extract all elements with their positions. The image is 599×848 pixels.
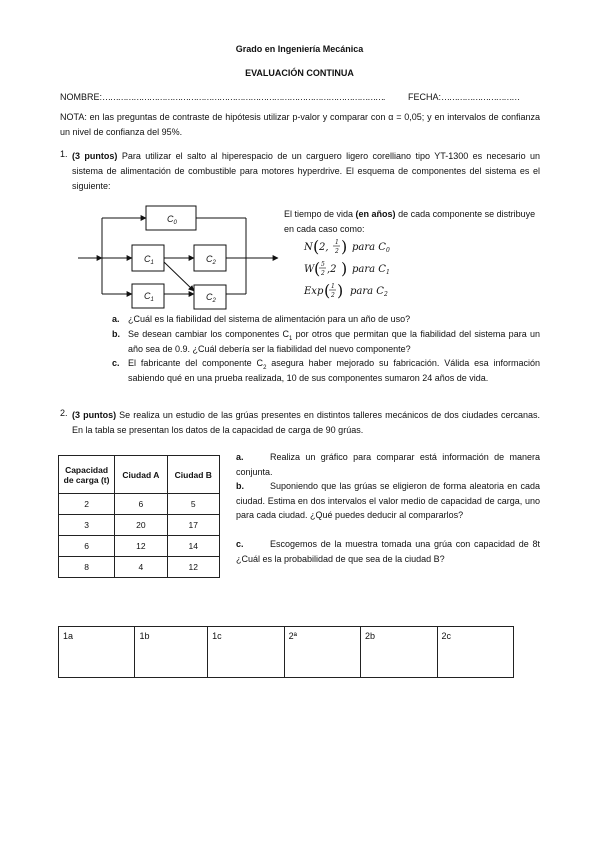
life-pre: El tiempo de vida bbox=[284, 209, 356, 219]
q1-part-b bbox=[112, 327, 540, 357]
name-label: NOMBRE: bbox=[60, 92, 103, 102]
q2-part-b bbox=[236, 479, 540, 539]
date-line bbox=[408, 92, 519, 102]
svg-text:): ) bbox=[337, 281, 344, 300]
system-diagram bbox=[78, 200, 288, 315]
c1-top-label: $C_1$ bbox=[144, 254, 154, 266]
table-header-row bbox=[59, 456, 220, 494]
life-bold: (en años) bbox=[355, 209, 396, 219]
exam-title: EVALUACIÓN CONTINUA bbox=[245, 68, 354, 78]
svg-text:para C2: para $C_2$ bbox=[350, 286, 388, 298]
table-row bbox=[59, 536, 220, 557]
q1-intro bbox=[72, 149, 540, 194]
score-cell-2b: 2b bbox=[361, 627, 437, 678]
q2-part-a-text: Realiza un gráfico para comparar está información de manera conjunta. bbox=[236, 452, 540, 477]
q2-part-c-label: c. bbox=[236, 539, 244, 549]
table-row bbox=[59, 557, 220, 578]
q2-intro-text: Se realiza un estudio de las grúas presentes en distintos talleres mecánicos de dos ciudades cercanas. En la tabla se presentan los datos de la capacidad de carga de 90 grúas. bbox=[72, 410, 540, 435]
svg-text:2: 2 bbox=[321, 270, 325, 277]
crane-table bbox=[58, 455, 220, 578]
q2-part-b-label: b. bbox=[236, 481, 244, 491]
score-table bbox=[58, 626, 514, 678]
svg-text:N: N bbox=[304, 242, 313, 253]
score-row bbox=[59, 627, 514, 678]
table-cell: 12 bbox=[167, 557, 219, 578]
table-cell: 5 bbox=[167, 494, 219, 515]
q1-part-b-text: Se desean cambiar los componentes $C_1$ por otros que permitan que la fiabilidad del sistema para un año sea de 0.9. ¿Cuál debería ser la fiabilidad del nuevo componente? bbox=[128, 329, 540, 354]
dist-normal bbox=[303, 237, 390, 256]
q2-part-b-text: Suponiendo que las grúas se eligieron de forma aleatoria en cada ciudad. Estima en dos intervalos el valor medio de capacidad de carga, uno para cada ciudad. ¿Qué puedes deducir al compararlos? bbox=[236, 481, 540, 520]
c2-bottom-label: $C_2$ bbox=[206, 292, 216, 304]
score-cell-1b: 1b bbox=[135, 627, 208, 678]
q1-part-c-label: c. bbox=[112, 358, 120, 368]
table-cell: 4 bbox=[115, 557, 167, 578]
q1-part-b-label: b. bbox=[112, 329, 120, 339]
svg-text:2: 2 bbox=[335, 248, 339, 255]
q2-part-c bbox=[236, 537, 540, 581]
svg-text:(: ( bbox=[313, 237, 320, 256]
table-row bbox=[59, 515, 220, 536]
c0-label: $C_0$ bbox=[167, 214, 177, 226]
svg-text:): ) bbox=[341, 237, 348, 256]
q2-points: (3 puntos) bbox=[72, 410, 117, 420]
svg-text:2: 2 bbox=[331, 292, 335, 299]
header-capacity: Capacidad de carga (t) bbox=[59, 456, 115, 494]
header-city-b: Ciudad B bbox=[167, 456, 219, 494]
score-cell-2a: 2ª bbox=[284, 627, 360, 678]
dist-weibull bbox=[304, 259, 390, 278]
c1-bottom-label: $C_1$ bbox=[144, 291, 154, 303]
note-label: NOTA: bbox=[60, 112, 87, 122]
q2-part-a-label: a. bbox=[236, 452, 244, 462]
q1-part-a-text: ¿Cuál es la fiabilidad del sistema de alimentación para un año de uso? bbox=[128, 314, 411, 324]
note-text: en las preguntas de contraste de hipótesis utilizar p-valor y comparar con α = 0,05; y en intervalos de confianza un nivel de confianza del 95%. bbox=[60, 112, 540, 137]
table-cell: 8 bbox=[59, 557, 115, 578]
life-text bbox=[284, 207, 540, 237]
q1-intro-text: Para utilizar el salto al hiperespacio de un carguero ligero corelliano tipo YT-1300 es necesario un sistema de alimentación de combustible para motores hyperdrive. El esquema de componentes del sistema es el siguiente: bbox=[72, 151, 540, 191]
table-cell: 17 bbox=[167, 515, 219, 536]
life-post: de cada componente se distribuye en cada caso como: bbox=[284, 209, 536, 234]
q2-part-c-text: Escogemos de la muestra tomada una grúa con capacidad de 8t ¿Cuál es la probabilidad de que sea de la ciudad B? bbox=[236, 539, 540, 564]
date-label: FECHA: bbox=[408, 92, 442, 102]
q2-number: 2. bbox=[60, 408, 68, 418]
q1-part-a bbox=[112, 312, 540, 326]
header-city-a: Ciudad A bbox=[115, 456, 167, 494]
c2-top-label: $C_2$ bbox=[206, 254, 216, 266]
svg-text:para C1: para $C_1$ bbox=[352, 264, 390, 276]
svg-text:para C0: para $C_0$ bbox=[352, 242, 390, 254]
svg-text:1: 1 bbox=[331, 283, 335, 290]
svg-text:(: ( bbox=[314, 259, 321, 278]
table-cell: 6 bbox=[59, 536, 115, 557]
q2-intro bbox=[72, 408, 540, 438]
svg-text:W: W bbox=[304, 264, 315, 275]
score-cell-1c: 1c bbox=[208, 627, 284, 678]
note bbox=[60, 110, 540, 140]
degree-title: Grado en Ingeniería Mecánica bbox=[235, 44, 364, 54]
svg-text:(: ( bbox=[324, 281, 331, 300]
score-cell-1a: 1a bbox=[59, 627, 135, 678]
svg-text:Exp: Exp bbox=[304, 286, 324, 297]
table-cell: 12 bbox=[115, 536, 167, 557]
q1-part-c-text: El fabricante del componente $C_2$ asegura haber mejorado su fabricación. Válida esa información sabiendo qué en una prueba realizada, 10 de sus componentes sumaron 24 años de vida. bbox=[128, 358, 540, 383]
table-cell: 2 bbox=[59, 494, 115, 515]
q1-points: (3 puntos) bbox=[72, 151, 118, 161]
svg-text:2,: 2, bbox=[319, 242, 329, 253]
dist-exponential bbox=[303, 281, 388, 300]
table-row bbox=[59, 494, 220, 515]
q1-part-a-label: a. bbox=[112, 314, 120, 324]
q2-part-a bbox=[236, 450, 540, 480]
name-line bbox=[60, 92, 384, 102]
q1-part-c bbox=[112, 356, 540, 400]
score-cell-2c: 2c bbox=[437, 627, 514, 678]
svg-text:1: 1 bbox=[335, 239, 339, 246]
svg-text:): ) bbox=[341, 259, 348, 278]
svg-text:,2: ,2 bbox=[327, 264, 337, 275]
name-dots: ………………………………………………………………………………………………. bbox=[102, 92, 385, 102]
svg-text:5: 5 bbox=[321, 261, 325, 268]
table-cell: 3 bbox=[59, 515, 115, 536]
distributions bbox=[300, 235, 450, 303]
table-cell: 6 bbox=[115, 494, 167, 515]
date-dots: ………………………… bbox=[441, 92, 520, 102]
table-cell: 14 bbox=[167, 536, 219, 557]
q1-number: 1. bbox=[60, 149, 68, 159]
table-cell: 20 bbox=[115, 515, 167, 536]
